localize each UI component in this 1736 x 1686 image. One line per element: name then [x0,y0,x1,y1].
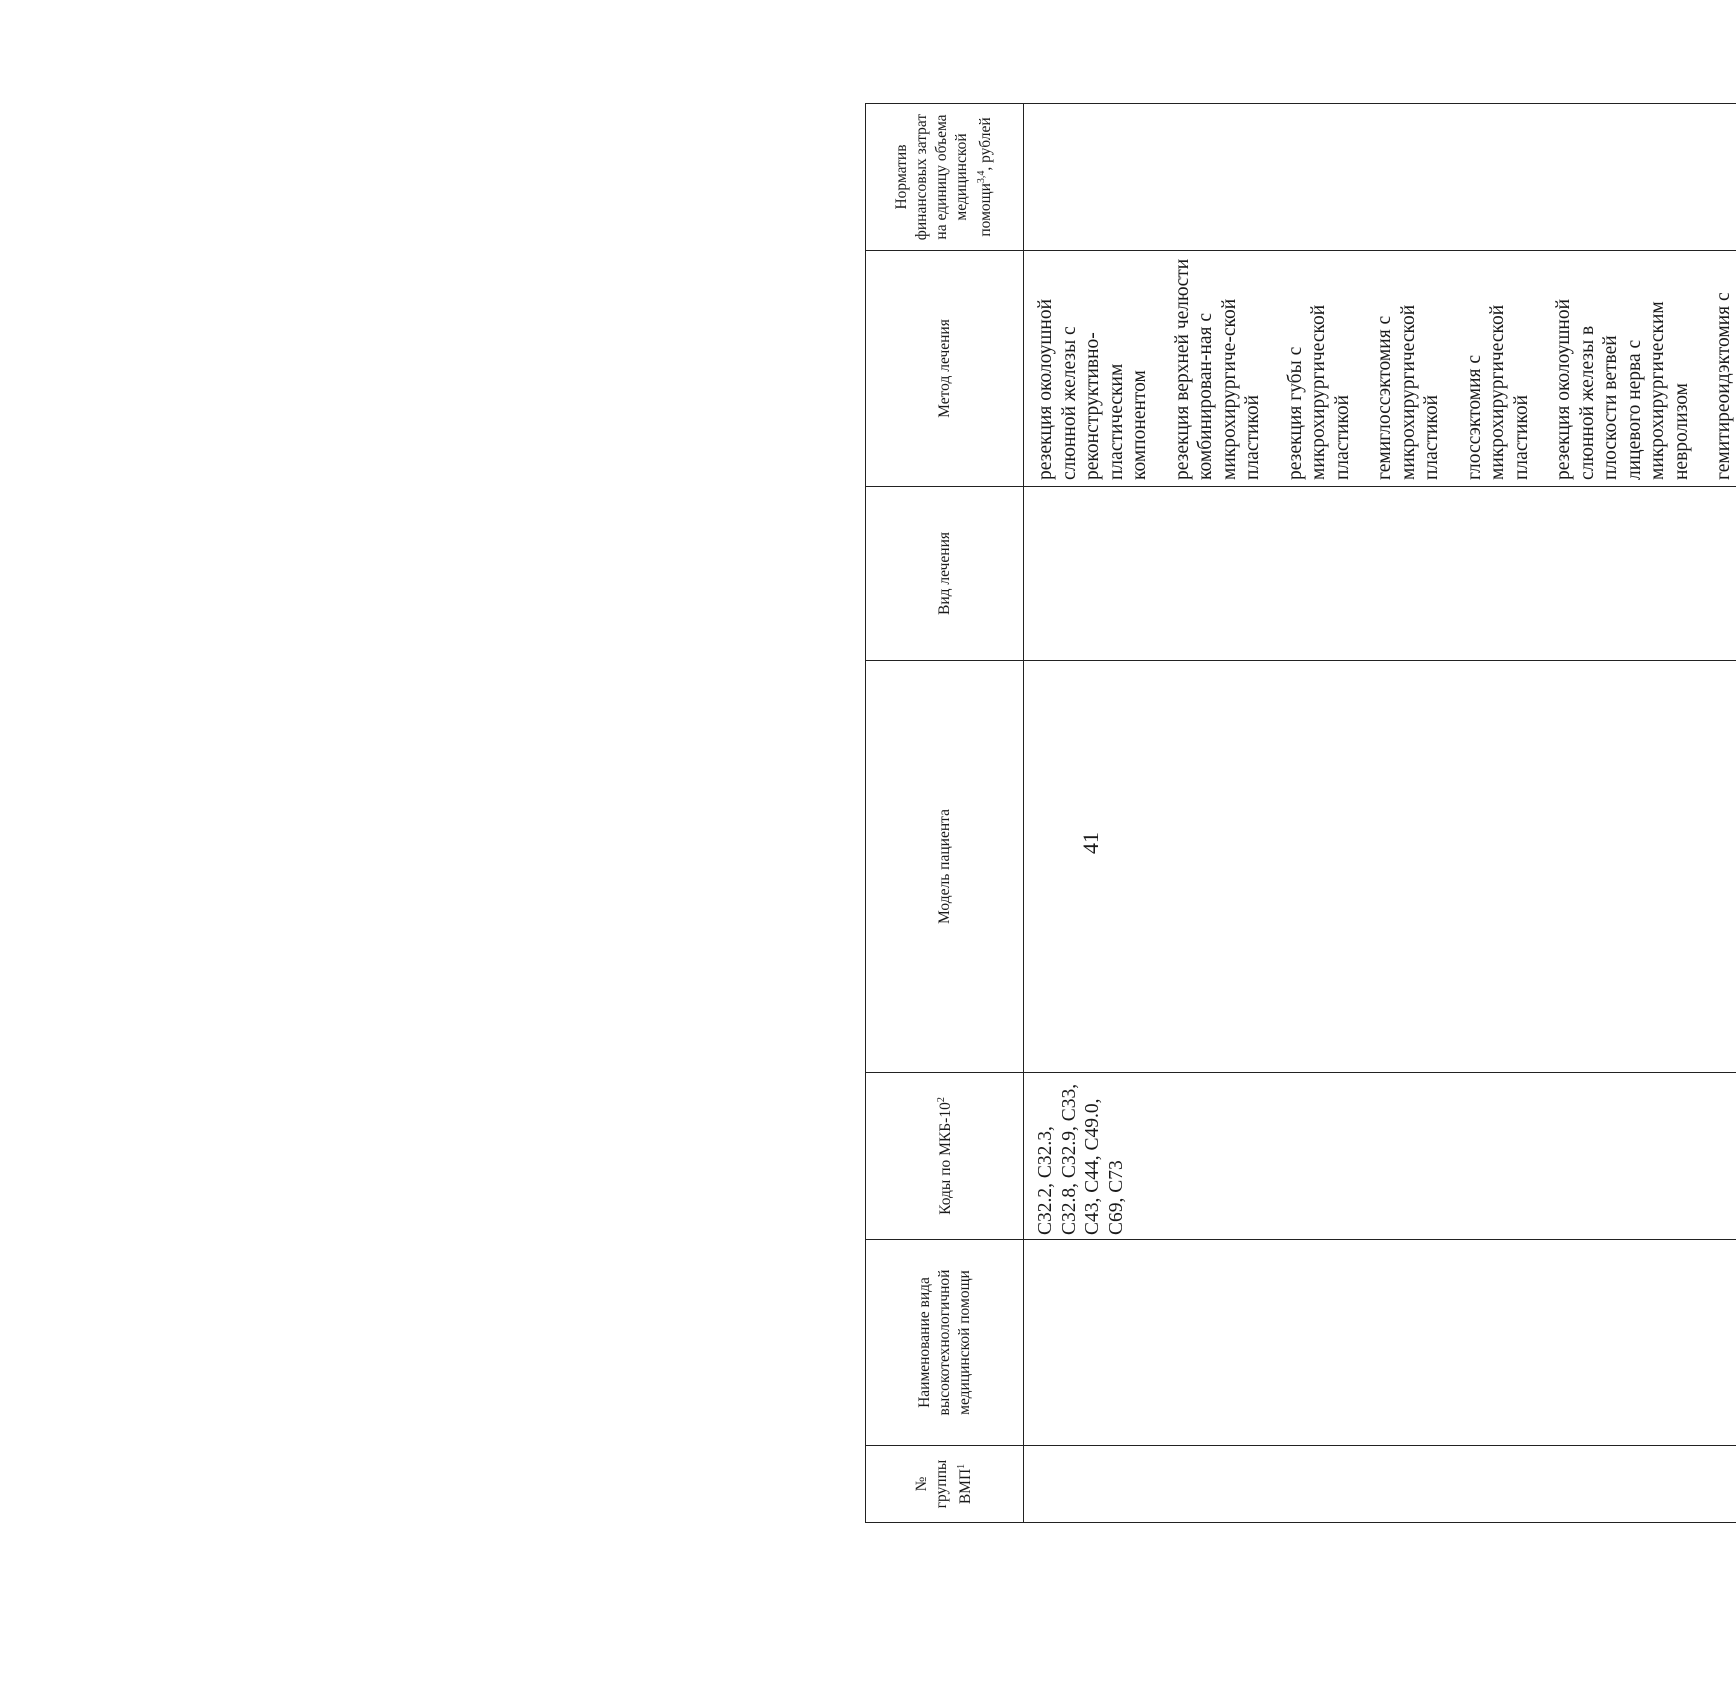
header-patient-model: Модель пациента [866,661,1024,1073]
vmp-table [865,103,1736,1523]
method-item: гемитиреоидэктомия с [1713,292,1734,480]
cell-name [1024,1240,1736,1446]
cell-treatment-method [1024,251,1736,487]
header-cost: Норматив финансовых затрат на единицу объема медицинской помощи$^{3,4}$, рублей [866,104,1024,251]
header-codes: Коды по МКБ-$10^2$ [866,1073,1024,1240]
header-treatment-method: Метод лечения [866,251,1024,487]
cell-cost [1024,104,1736,251]
header-name: Наименование вида высокотехнологичной медицинской помощи [866,1240,1024,1446]
header-group-no: № группы ВМП$^1$ [866,1446,1024,1523]
page-number: 41 [1078,832,1103,854]
method-item: резекция околоушной слюнной железы с реконструктивно-пластическим компонентом [1035,298,1150,480]
method-item: резекция околоушной слюнной железы в плоскости ветвей лицевого нерва с микрохирургическим невролизом [1553,298,1692,480]
method-item: резекция губы с микрохирургической пластикой [1284,304,1353,480]
method-item: резекция верхней челюсти комбинирован-ная с микрохирургиче-ской пластикой [1171,258,1263,480]
cell-group-no [1024,1446,1736,1523]
table-row [1024,104,1736,1523]
cell-codes: C32.2, C32.3, C32.8, C32.9, C33, C43, C44, C49.0, C69, C73 [1024,1073,1736,1240]
method-item: глоссэктомия с микрохирургической пластикой [1463,304,1532,480]
header-treatment-type: Вид лечения [866,487,1024,661]
cell-patient-model [1024,661,1736,1073]
method-item: гемиглоссэктомия с микрохирургической пластикой [1374,304,1442,480]
cell-treatment-type [1024,487,1736,661]
header-row [866,104,1024,1523]
